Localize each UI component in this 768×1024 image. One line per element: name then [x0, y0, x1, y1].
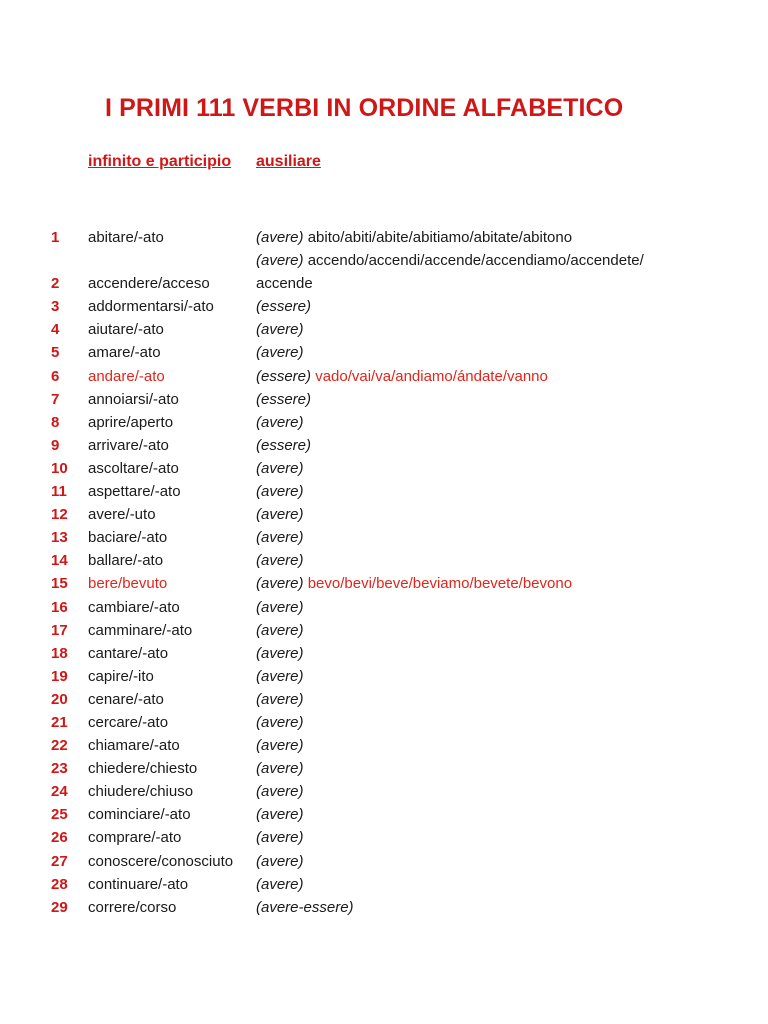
verb-auxiliary: (avere) [256, 621, 304, 639]
verb-auxiliary-line [256, 711, 304, 734]
verb-row [0, 295, 768, 318]
verb-auxiliary-line [256, 619, 304, 642]
verb-infinitive: chiedere/chiesto [88, 760, 198, 778]
verb-infinitive: annoiarsi/-ato [88, 390, 179, 408]
verb-auxiliary-cell [256, 850, 304, 873]
verb-row [0, 873, 768, 896]
verb-infinitive: continuare/-ato [88, 875, 189, 893]
verb-auxiliary-line [256, 665, 304, 688]
verb-auxiliary-line [256, 896, 354, 919]
verb-number: 3 [51, 298, 60, 316]
verb-auxiliary: (avere) [256, 875, 304, 893]
verb-auxiliary-line [256, 526, 304, 549]
verb-number: 26 [51, 829, 68, 847]
verb-auxiliary-line [256, 434, 311, 457]
verb-row [0, 896, 768, 919]
verb-auxiliary-line [256, 826, 304, 849]
verb-auxiliary-cell [256, 411, 304, 434]
verb-auxiliary-line [256, 780, 304, 803]
verb-infinitive: andare/-ato [88, 367, 165, 385]
verb-auxiliary-cell [256, 295, 311, 318]
verb-row [0, 318, 768, 341]
verb-auxiliary-line [256, 757, 304, 780]
verb-row [0, 826, 768, 849]
verb-auxiliary: (essere) [256, 298, 312, 316]
header-infinitive: infinito e participio [88, 153, 232, 170]
verb-auxiliary-cell [256, 642, 304, 665]
verb-auxiliary-line [256, 734, 304, 757]
verb-row [0, 434, 768, 457]
verb-auxiliary-line [256, 850, 304, 873]
verb-auxiliary: (avere) [256, 829, 304, 847]
verb-auxiliary-line [256, 457, 304, 480]
verb-auxiliary: (avere) [256, 321, 304, 339]
verb-number: 1 [51, 229, 60, 246]
verb-auxiliary-cell [256, 549, 304, 572]
verb-number: 23 [51, 760, 68, 778]
verb-auxiliary-cell [256, 826, 304, 849]
verb-list [0, 226, 768, 919]
verb-number: 7 [51, 390, 60, 408]
verb-auxiliary-line [256, 249, 644, 272]
verb-auxiliary: (avere) [256, 806, 304, 824]
verb-auxiliary-cell [256, 526, 304, 549]
verb-auxiliary: (avere) [256, 506, 304, 524]
verb-auxiliary: (essere) [256, 436, 312, 454]
verb-row [0, 642, 768, 665]
verb-auxiliary: (essere) [256, 367, 312, 385]
verb-row [0, 711, 768, 734]
verb-auxiliary-cell [256, 619, 304, 642]
verb-number: 15 [51, 575, 68, 593]
verb-number: 14 [51, 552, 68, 570]
verb-number: 25 [51, 806, 68, 824]
verb-auxiliary-line [256, 411, 304, 434]
verb-auxiliary-line [256, 388, 311, 411]
verb-conjugation-continued: accende [256, 275, 313, 293]
verb-row [0, 341, 768, 364]
verb-auxiliary: (avere) [256, 760, 304, 778]
verb-infinitive: cenare/-ato [88, 690, 164, 708]
verb-infinitive: conoscere/conosciuto [88, 852, 234, 870]
verb-auxiliary-cell [256, 780, 304, 803]
verb-number: 9 [51, 436, 60, 454]
verb-infinitive: correre/corso [88, 898, 177, 916]
verb-auxiliary-cell [256, 388, 311, 411]
verb-auxiliary-line [256, 803, 304, 826]
column-headers [0, 153, 768, 175]
verb-row [0, 803, 768, 826]
verb-infinitive: addormentarsi/-ato [88, 298, 214, 316]
verb-auxiliary-line [256, 318, 304, 341]
verb-number: 18 [51, 644, 68, 662]
verb-number: 24 [51, 783, 68, 801]
verb-auxiliary-cell [256, 711, 304, 734]
verb-conjugation: bevo/bevi/beve/beviamo/bevete/bevono [307, 575, 573, 593]
verb-row [0, 850, 768, 873]
verb-row [0, 503, 768, 526]
verb-number: 29 [51, 898, 68, 916]
verb-infinitive: aiutare/-ato [88, 321, 164, 339]
verb-auxiliary: (avere) [256, 413, 304, 431]
verb-row [0, 665, 768, 688]
verb-row [0, 388, 768, 411]
verb-row [0, 365, 768, 388]
verb-infinitive: chiamare/-ato [88, 737, 180, 755]
verb-auxiliary: (avere) [256, 598, 304, 616]
verb-auxiliary: (avere) [256, 529, 304, 547]
verb-auxiliary: (avere) [256, 783, 304, 801]
verb-conjugation: abito/abiti/abite/abitiamo/abitate/abitono [307, 229, 573, 246]
verb-infinitive: capire/-ito [88, 667, 154, 685]
verb-conjugation: accendo/accendi/accende/accendiamo/accendete/ [307, 252, 644, 270]
verb-auxiliary: (avere) [256, 344, 304, 362]
verb-row [0, 780, 768, 803]
verb-infinitive: camminare/-ato [88, 621, 193, 639]
verb-auxiliary: (avere) [256, 667, 304, 685]
verb-auxiliary: (avere) [256, 483, 304, 501]
verb-number: 19 [51, 667, 68, 685]
verb-auxiliary-cell [256, 688, 304, 711]
verb-auxiliary-cell [256, 249, 644, 295]
verb-auxiliary-line [256, 226, 572, 249]
verb-infinitive: baciare/-ato [88, 529, 168, 547]
verb-conjugation: vado/vai/va/andiamo/ándate/vanno [315, 367, 548, 385]
verb-auxiliary-line [256, 572, 572, 595]
verb-row [0, 411, 768, 434]
verb-auxiliary-cell [256, 896, 354, 919]
verb-auxiliary-line [256, 341, 304, 364]
verb-infinitive: comprare/-ato [88, 829, 182, 847]
verb-auxiliary-cell [256, 803, 304, 826]
verb-auxiliary-cell [256, 226, 572, 249]
verb-number: 2 [51, 275, 60, 293]
verb-row [0, 688, 768, 711]
verb-row [0, 757, 768, 780]
verb-infinitive: arrivare/-ato [88, 436, 169, 454]
verb-infinitive: cambiare/-ato [88, 598, 180, 616]
verb-infinitive: cercare/-ato [88, 713, 169, 731]
verb-auxiliary: (avere) [256, 690, 304, 708]
verb-number: 17 [51, 621, 68, 639]
verb-infinitive: aspettare/-ato [88, 483, 181, 501]
verb-infinitive: cominciare/-ato [88, 806, 191, 824]
verb-row [0, 596, 768, 619]
header-auxiliary: ausiliare [256, 153, 321, 170]
verb-auxiliary: (avere) [256, 252, 304, 270]
verb-infinitive: chiudere/chiuso [88, 783, 194, 801]
verb-auxiliary-line [256, 873, 304, 896]
verb-infinitive: aprire/aperto [88, 413, 174, 431]
verb-auxiliary: (avere) [256, 737, 304, 755]
verb-auxiliary-cell [256, 873, 304, 896]
verb-row [0, 619, 768, 642]
verb-number: 5 [51, 344, 60, 362]
verb-auxiliary: (avere) [256, 575, 304, 593]
verb-auxiliary-line [256, 688, 304, 711]
verb-number: 20 [51, 690, 68, 708]
verb-infinitive: accendere/acceso [88, 275, 210, 293]
verb-auxiliary-line [256, 365, 548, 388]
verb-auxiliary: (essere) [256, 390, 312, 408]
verb-auxiliary-cell [256, 341, 304, 364]
verb-row [0, 457, 768, 480]
verb-auxiliary-line [256, 642, 304, 665]
verb-row [0, 480, 768, 503]
verb-auxiliary-cell [256, 365, 548, 388]
verb-auxiliary: (avere) [256, 713, 304, 731]
verb-number: 13 [51, 529, 68, 547]
verb-number: 16 [51, 598, 68, 616]
verb-infinitive: avere/-uto [88, 506, 156, 524]
verb-row [0, 734, 768, 757]
verb-row [0, 526, 768, 549]
verb-auxiliary-line [256, 549, 304, 572]
verb-auxiliary: (avere) [256, 229, 304, 246]
verb-number: 22 [51, 737, 68, 755]
verb-number: 28 [51, 875, 68, 893]
verb-infinitive: abitare/-ato [88, 229, 164, 246]
verb-row [0, 249, 768, 295]
verb-auxiliary-cell [256, 572, 572, 595]
verb-row [0, 572, 768, 595]
verb-auxiliary-cell [256, 665, 304, 688]
document-title: I PRIMI 111 VERBI IN ORDINE ALFABETICO [105, 94, 624, 122]
verb-number: 6 [51, 367, 60, 385]
verb-number: 27 [51, 852, 68, 870]
verb-infinitive: ascoltare/-ato [88, 459, 179, 477]
verb-number: 10 [51, 459, 68, 477]
verb-number: 4 [51, 321, 60, 339]
verb-auxiliary-cell [256, 318, 304, 341]
verb-number: 21 [51, 713, 68, 731]
verb-auxiliary-cell [256, 503, 304, 526]
verb-number: 8 [51, 413, 60, 431]
verb-auxiliary-cell [256, 457, 304, 480]
verb-auxiliary: (avere) [256, 644, 304, 662]
verb-infinitive: ballare/-ato [88, 552, 164, 570]
verb-auxiliary-line [256, 480, 304, 503]
verb-auxiliary-cell [256, 480, 304, 503]
verb-auxiliary-cell [256, 434, 311, 457]
verb-auxiliary: (avere) [256, 852, 304, 870]
verb-auxiliary-cell [256, 734, 304, 757]
verb-number: 12 [51, 506, 68, 524]
verb-auxiliary-line [256, 596, 304, 619]
verb-number: 11 [51, 483, 67, 501]
verb-row [0, 549, 768, 572]
verb-auxiliary-line [256, 503, 304, 526]
verb-infinitive: amare/-ato [88, 344, 161, 362]
verb-auxiliary-cell [256, 757, 304, 780]
verb-auxiliary: (avere) [256, 552, 304, 570]
verb-auxiliary-line [256, 295, 311, 318]
verb-auxiliary-cell [256, 596, 304, 619]
verb-auxiliary: (avere-essere) [256, 898, 354, 916]
verb-row [0, 226, 768, 249]
verb-infinitive: bere/bevuto [88, 575, 168, 593]
verb-infinitive: cantare/-ato [88, 644, 169, 662]
verb-auxiliary: (avere) [256, 459, 304, 477]
